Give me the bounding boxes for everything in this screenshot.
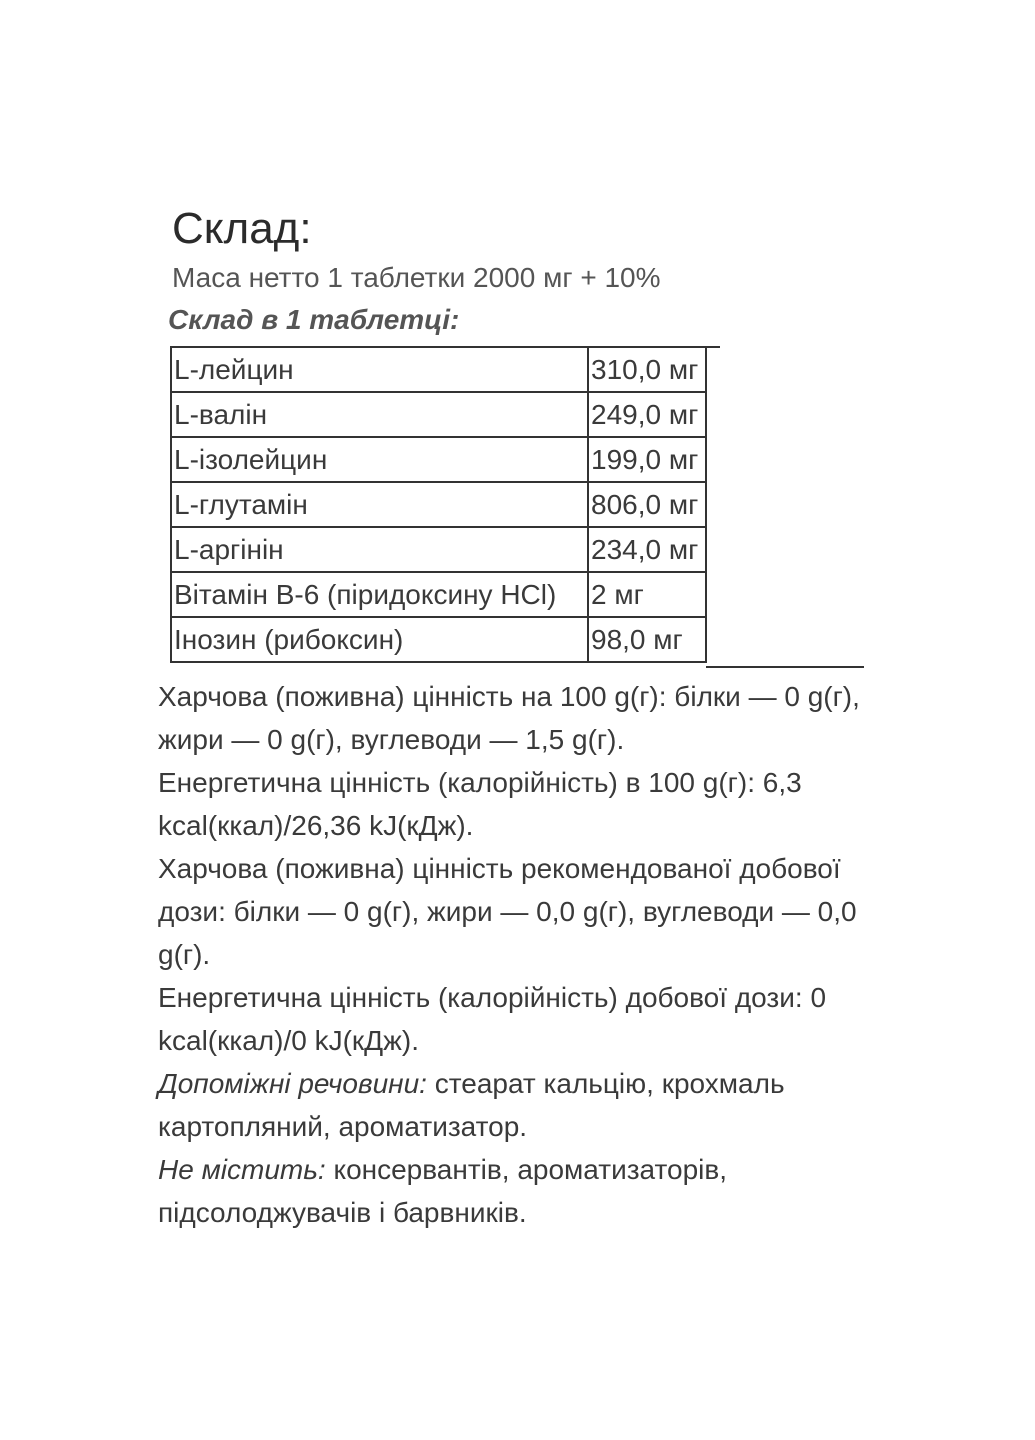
ingredient-amount: 98,0 мг: [588, 617, 706, 662]
ingredient-amount: 199,0 мг: [588, 437, 706, 482]
free-from-label: Не містить:: [158, 1154, 326, 1185]
ingredients-table: [170, 346, 707, 663]
excipients-paragraph: [158, 1062, 873, 1148]
ingredient-name: Вітамін В-6 (піридоксину HCl): [171, 572, 588, 617]
composition-title: Склад:: [172, 204, 312, 253]
table-row: [171, 482, 706, 527]
table-row: [171, 347, 706, 392]
excipients-text: стеарат кальцію, крохмаль картопляний, ароматизатор.: [158, 1068, 785, 1142]
ingredient-name: L-глутамін: [171, 482, 588, 527]
ingredient-name: L-ізолейцин: [171, 437, 588, 482]
free-from-text: консервантів, ароматизаторів, підсолоджувачів і барвників.: [158, 1154, 728, 1228]
energy-per-100g: Енергетична цінність (калорійність) в 100 g(г): 6,3 kcal(ккал)/26,36 kJ(кДж).: [158, 767, 802, 841]
table-row: [171, 527, 706, 572]
nutrition-per-100g: Харчова (поживна) цінність на 100 g(г): білки — 0 g(г), жири — 0 g(г), вуглеводи — 1,5 g(г).: [158, 681, 860, 755]
table-row: [171, 437, 706, 482]
ingredient-name: L-аргінін: [171, 527, 588, 572]
ingredient-amount: 234,0 мг: [588, 527, 706, 572]
table-row: [171, 572, 706, 617]
ingredient-amount: 2 мг: [588, 572, 706, 617]
free-from-paragraph: [158, 1148, 873, 1234]
net-weight-text: Маса нетто 1 таблетки 2000 мг + 10%: [172, 262, 661, 293]
ingredient-name: Інозин (рибоксин): [171, 617, 588, 662]
composition-heading: Склад в 1 таблетці:: [168, 304, 460, 335]
table-top-divider: [706, 346, 720, 348]
table-row: [171, 617, 706, 662]
table-row: [171, 392, 706, 437]
ingredient-name: L-валін: [171, 392, 588, 437]
energy-daily-dose: Енергетична цінність (калорійність) добової дози: 0 kcal(ккал)/0 kJ(кДж).: [158, 982, 827, 1056]
nutrition-info: [158, 675, 873, 1234]
excipients-label: Допоміжні речовини:: [158, 1068, 427, 1099]
ingredients-table-wrapper: [170, 346, 707, 663]
ingredient-amount: 806,0 мг: [588, 482, 706, 527]
ingredient-amount: 249,0 мг: [588, 392, 706, 437]
ingredient-amount: 310,0 мг: [588, 347, 706, 392]
table-bottom-divider: [706, 666, 864, 668]
nutrition-daily-dose: Харчова (поживна) цінність рекомендованої добової дози: білки — 0 g(г), жири — 0,0 g(г), вуглеводи — 0,0 g(г).: [158, 853, 857, 970]
ingredient-name: L-лейцин: [171, 347, 588, 392]
